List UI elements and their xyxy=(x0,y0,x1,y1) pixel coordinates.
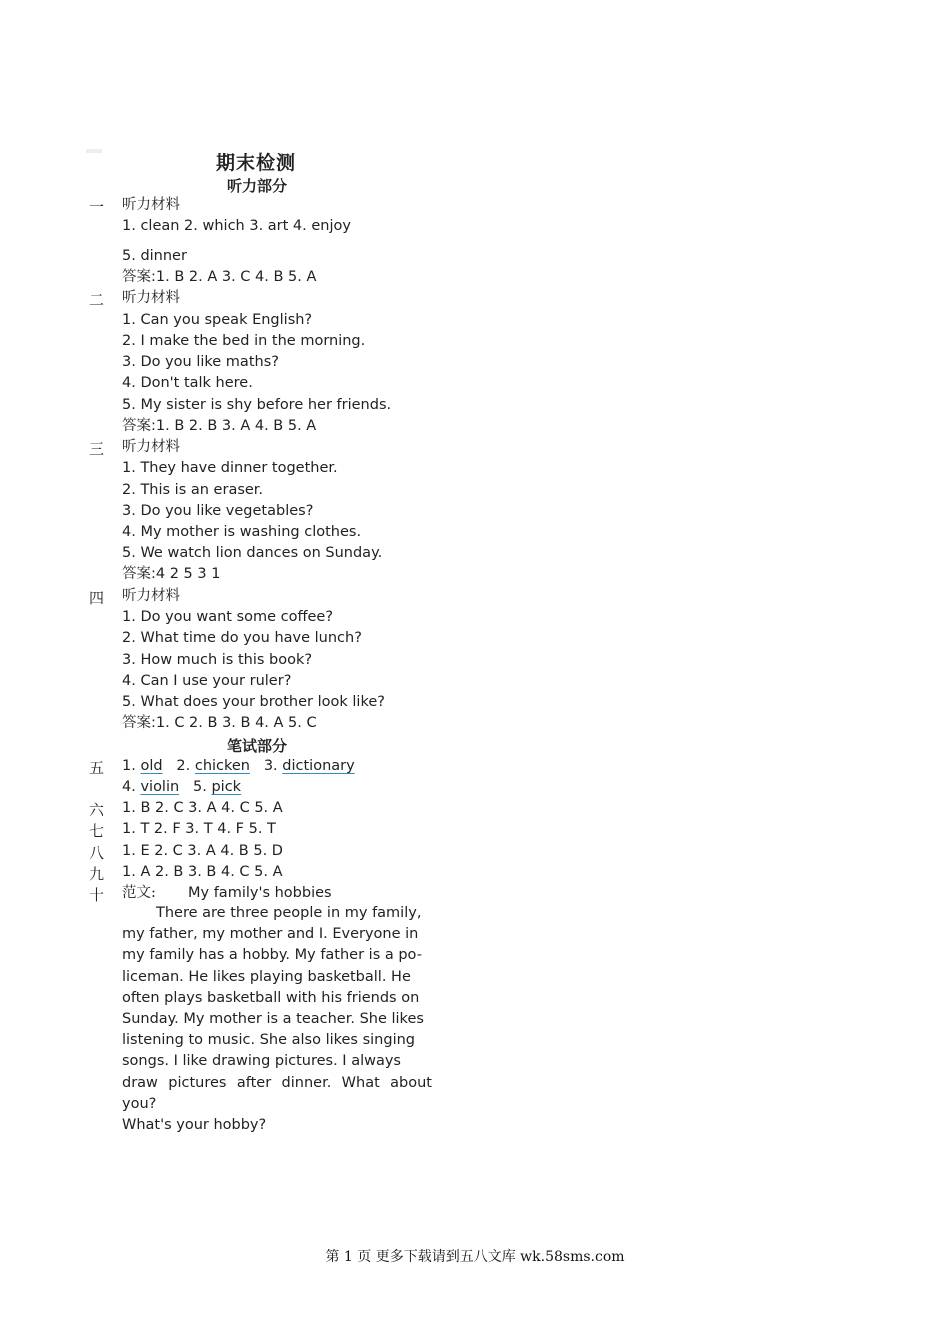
writing-header: 笔试部分 xyxy=(227,737,288,755)
sec8-answers: 1. E 2. C 3. A 4. B 5. D xyxy=(122,843,283,859)
sec4-item-5: 5. What does your brother look like? xyxy=(122,694,385,710)
sec4-answer: 答案:1. C 2. B 3. B 4. A 5. C xyxy=(122,715,317,731)
sec2-answer: 答案:1. B 2. B 3. A 4. B 5. A xyxy=(122,418,317,434)
sec6-answers: 1. B 2. C 3. A 4. C 5. A xyxy=(122,800,283,816)
listening-label-4: 听力材料 xyxy=(122,588,180,604)
section-label-9: 九 xyxy=(89,865,105,883)
sec1-line2: 5. dinner xyxy=(122,248,187,264)
sec4-item-1: 1. Do you want some coffee? xyxy=(122,609,334,625)
section-label-4: 四 xyxy=(89,589,105,607)
section-label-7: 七 xyxy=(89,822,105,840)
sec1-line1: 1. clean 2. which 3. art 4. enjoy xyxy=(122,218,351,234)
sec5-line1 xyxy=(122,757,355,775)
sec2-item-1: 1. Can you speak English? xyxy=(122,312,313,328)
section-label-3: 三 xyxy=(89,440,105,458)
section-label-8: 八 xyxy=(89,844,105,862)
sec4-item-4: 4. Can I use your ruler? xyxy=(122,673,292,689)
essay-line-8: songs. I like drawing pictures. I always xyxy=(122,1053,401,1070)
section-label-10: 十 xyxy=(89,886,105,904)
sec4-item-3: 3. How much is this book? xyxy=(122,652,313,668)
sec5-word-violin: violin xyxy=(140,779,180,795)
essay-line-9: draw pictures after dinner. What about you? xyxy=(122,1074,432,1112)
section-label-6: 六 xyxy=(89,801,105,819)
page-title: 期末检测 xyxy=(216,152,297,174)
section-label-2: 二 xyxy=(89,291,105,309)
sec5-line2 xyxy=(122,778,241,796)
sec5-word-chicken: chicken xyxy=(194,758,250,774)
essay-line-1: There are three people in my family, xyxy=(156,905,422,921)
scan-mark xyxy=(86,149,102,153)
sec5-word-old: old xyxy=(140,758,163,774)
sec3-item-4: 4. My mother is washing clothes. xyxy=(122,524,362,540)
essay-line-2: my father, my mother and I. Everyone in xyxy=(122,926,419,943)
listening-label-2: 听力材料 xyxy=(122,290,180,306)
listening-label-3: 听力材料 xyxy=(122,439,180,455)
sec3-item-1: 1. They have dinner together. xyxy=(122,460,338,476)
section-label-5: 五 xyxy=(89,759,105,777)
sec3-item-5: 5. We watch lion dances on Sunday. xyxy=(122,545,383,561)
essay-line-4: liceman. He likes playing basketball. He xyxy=(122,968,411,985)
essay-line-6: Sunday. My mother is a teacher. She likes xyxy=(122,1011,424,1028)
essay-line-3: my family has a hobby. My father is a po- xyxy=(122,947,422,964)
sec5-num-4: 4. xyxy=(122,779,136,795)
sec1-answer: 答案:1. B 2. A 3. C 4. B 5. A xyxy=(122,269,317,285)
listening-header: 听力部分 xyxy=(227,177,288,195)
sec5-word-dictionary: dictionary xyxy=(282,758,355,774)
sample-essay-label: 范文: xyxy=(122,885,156,901)
sec5-num-3: 3. xyxy=(263,758,278,774)
essay-title: My family's hobbies xyxy=(188,885,332,901)
sec2-item-2: 2. I make the bed in the morning. xyxy=(122,333,366,349)
page-footer: 第 1 页 更多下载请到五八文库 wk.58sms.com xyxy=(325,1249,625,1265)
sec7-answers: 1. T 2. F 3. T 4. F 5. T xyxy=(122,821,276,837)
sec5-num-5: 5. xyxy=(193,779,207,795)
sec5-num-1: 1. xyxy=(122,758,136,774)
sec3-item-3: 3. Do you like vegetables? xyxy=(122,503,314,519)
essay-paragraph xyxy=(122,903,432,1136)
sec2-item-3: 3. Do you like maths? xyxy=(122,354,279,370)
sec3-answer: 答案:4 2 5 3 1 xyxy=(122,566,221,582)
listening-label-1: 听力材料 xyxy=(122,197,180,213)
sec3-item-2: 2. This is an eraser. xyxy=(122,482,264,498)
sec2-item-4: 4. Don't talk here. xyxy=(122,375,253,391)
sec5-num-2: 2. xyxy=(176,758,191,774)
essay-line-10: What's your hobby? xyxy=(122,1117,267,1134)
essay-line-7: listening to music. She also likes singing xyxy=(122,1032,415,1049)
sec9-answers: 1. A 2. B 3. B 4. C 5. A xyxy=(122,864,283,880)
section-label-1: 一 xyxy=(89,198,105,216)
sec4-item-2: 2. What time do you have lunch? xyxy=(122,630,362,646)
sec2-item-5: 5. My sister is shy before her friends. xyxy=(122,397,392,413)
sec5-word-pick: pick xyxy=(211,779,242,795)
essay-line-5: often plays basketball with his friends on xyxy=(122,989,420,1006)
